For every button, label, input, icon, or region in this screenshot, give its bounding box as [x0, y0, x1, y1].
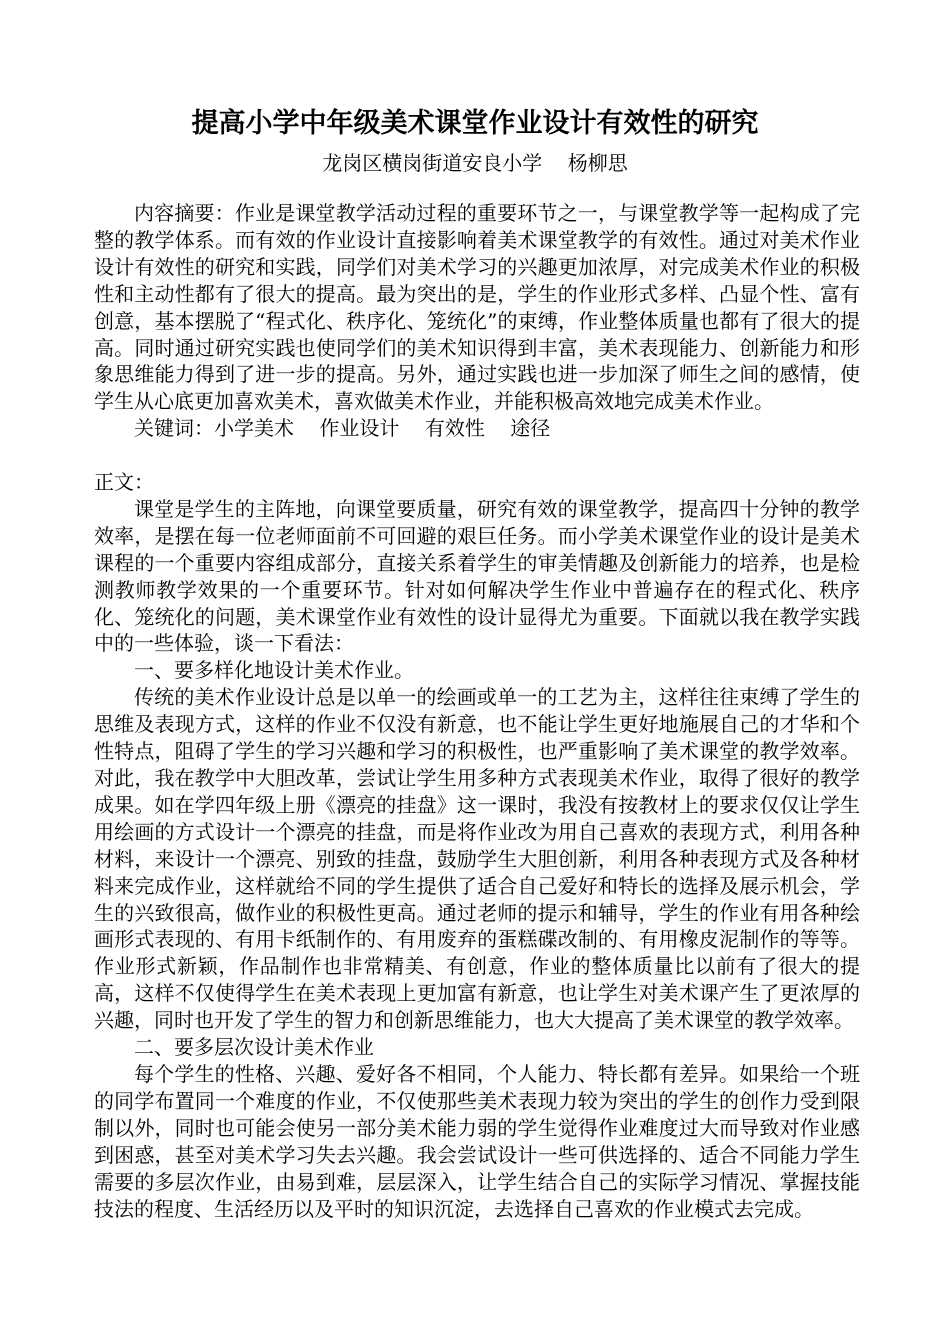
body-paragraph: 传统的美术作业设计总是以单一的绘画或单一的工艺为主，这样往往束缚了学生的思维及表现方式，这样的作业不仅没有新意，也不能让学生更好地施展自己的才华和个性特点，阻碍了学生的学习兴趣和学习的积极性，也严重影响了美术课堂的教学效率。对此，我在教学中大胆改革，尝试让学生用多种方式表现美术作业，取得了很好的教学成果。如在学四年级上册《漂亮的挂盘》这一课时，我没有按教材上的要求仅仅让学生用绘画的方式设计一个漂亮的挂盘，而是将作业改为用自己喜欢的表现方式，利用各种材料，来设计一个漂亮、别致的挂盘，鼓励学生大胆创新，利用各种表现方式及各种材料来完成作业，这样就给不同的学生提供了适合自己爱好和特长的选择及展示机会，学生的兴致很高，做作业的积极性更高。通过老师的提示和辅导，学生的作业有用各种绘画形式表现的、有用卡纸制作的、有用废弃的蛋糕碟改制的、有用橡皮泥制作的等等。作业形式新颖，作品制作也非常精美、有创意，作业的整体质量比以前有了很大的提高，这样不仅使得学生在美术表现上更加富有新意，也让学生对美术课产生了更浓厚的兴趣，同时也开发了学生的智力和创新思维能力，也大大提高了美术课堂的教学效率。 [94, 685, 860, 1033]
body-paragraph: 每个学生的性格、兴趣、爱好各不相同，个人能力、特长都有差异。如果给一个班的同学布置同一个难度的作业，不仅使那些美术表现力较为突出的学生的创作力受到限制以外，同时也可能会使另一部分美术能力弱的学生觉得作业难度过大而导致对作业感到困惑，甚至对美术学习失去兴趣。我会尝试设计一些可供选择的、适合不同能力学生需要的多层次作业，由易到难，层层深入，让学生结合自己的实际学习情况、掌握技能技法的程度、生活经历以及平时的知识沉淀，去选择自己喜欢的作业模式去完成。 [94, 1061, 860, 1221]
body-paragraph: 课堂是学生的主阵地，向课堂要质量，研究有效的课堂教学，提高四十分钟的教学效率，是摆在每一位老师面前不可回避的艰巨任务。而小学美术课堂作业的设计是美术课程的一个重要内容组成部分，直接关系着学生的审美情趣及创新能力的培养，也是检测教师教学效果的一个重要环节。针对如何解决学生作业中普遍存在的程式化、秩序化、笼统化的问题，美术课堂作业有效性的设计显得尤为重要。下面就以我在教学实践中的一些体验，谈一下看法： [94, 496, 860, 656]
section-heading: 一、要多样化地设计美术作业。 [134, 658, 414, 683]
abstract-paragraph: 内容摘要：作业是课堂教学活动过程的重要环节之一，与课堂教学等一起构成了完整的教学体系。而有效的作业设计直接影响着美术课堂教学的有效性。通过对美术作业设计有效性的研究和实践，同学们对美术学习的兴趣更加浓厚，对完成美术作业的积极性和主动性都有了很大的提高。最为突出的是，学生的作业形式多样、凸显个性、富有创意，基本摆脱了“程式化、秩序化、笼统化”的束缚，作业整体质量也都有了很大的提高。同时通过研究实践也使同学们的美术知识得到丰富，美术表现能力、创新能力和形象思维能力得到了进一步的提高。另外，通过实践也进一步加深了师生之间的感情，使学生从心底更加喜欢美术，喜欢做美术作业，并能积极高效地完成美术作业。 [94, 201, 860, 414]
keywords-line: 关键词：小学美术 作业设计 有效性 途径 [134, 416, 551, 441]
blank-line [94, 442, 860, 469]
main-text-label: 正文： [94, 470, 154, 495]
author-line: 龙岗区横岗街道安良小学 杨柳思 [322, 151, 628, 175]
section-heading: 二、要多层次设计美术作业 [134, 1035, 374, 1060]
document-title: 提高小学中年级美术课堂作业设计有效性的研究 [191, 108, 759, 139]
document-body [94, 200, 860, 1222]
